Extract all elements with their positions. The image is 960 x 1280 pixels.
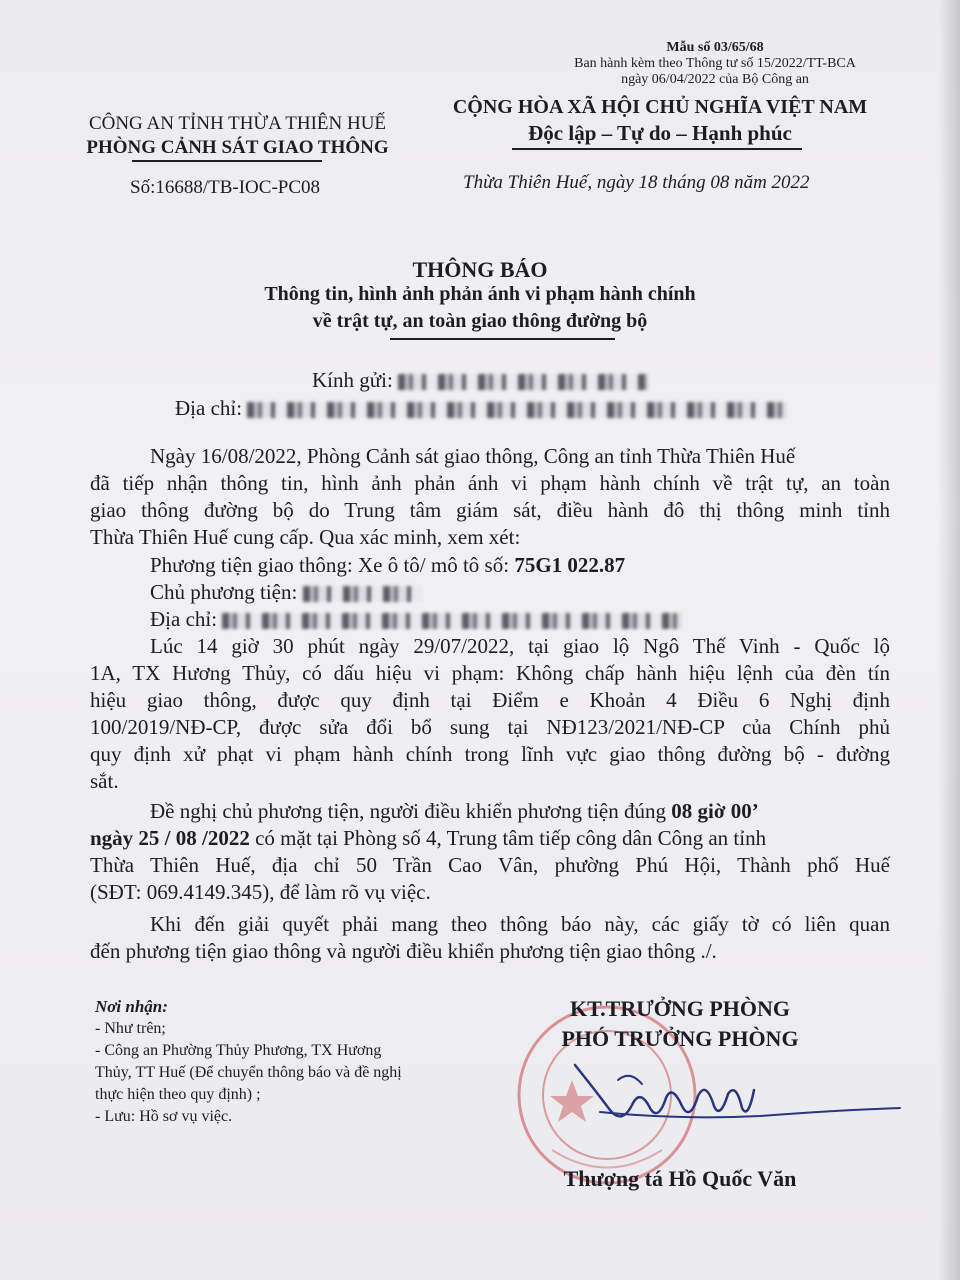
recipient-item: - Như trên; (95, 1020, 166, 1037)
signature-heading (520, 994, 840, 1054)
para1-line2: đã tiếp nhận thông tin, hình ảnh phản ánh vi phạm hành chính về trật tự, an toàn (90, 471, 890, 495)
issuer-department: PHÒNG CẢNH SÁT GIAO THÔNG (86, 137, 389, 158)
kinh-gui-row (312, 366, 648, 394)
para2-line5: quy định xử phạt vi phạm hành chính trong lĩnh vực giao thông đường bộ - đường (90, 742, 890, 766)
redacted-recipient-name (398, 374, 648, 390)
para2-line4: 100/2019/NĐ-CP, được sửa đổi bổ sung tại NĐ123/2021/NĐ-CP của Chính phủ (90, 715, 890, 739)
form-issuance: Ban hành kèm theo Thông tư số 15/2022/TT-BCA (574, 56, 856, 71)
para1-line1: Ngày 16/08/2022, Phòng Cảnh sát giao thông, Công an tỉnh Thừa Thiên Huế (150, 444, 796, 468)
appointment-date: ngày 25 / 08 /2022 (90, 826, 250, 850)
document-date: Thừa Thiên Huế, ngày 18 tháng 08 năm 2022 (463, 172, 810, 193)
kinh-gui-label: Kính gửi: (312, 368, 393, 392)
recipient-item: - Lưu: Hồ sơ vụ việc. (95, 1108, 233, 1125)
country-name: CỘNG HÒA XÃ HỘI CHỦ NGHĨA VIỆT NAM (452, 96, 868, 118)
form-number: Mẫu số 03/65/68 (666, 40, 764, 55)
owner-address-row (150, 605, 950, 633)
issuer-agency: CÔNG AN TỈNH THỪA THIÊN HUẾ (88, 113, 387, 134)
para1-line4: Thừa Thiên Huế cung cấp. Qua xác minh, xem xét: (90, 525, 521, 549)
signer-name: Thượng tá Hồ Quốc Văn (563, 1166, 797, 1191)
title-underline (390, 338, 615, 340)
owner-label: Chủ phương tiện: (150, 580, 298, 604)
document-title: THÔNG BÁO (412, 257, 548, 282)
page-edge-shadow (938, 0, 960, 1280)
signature-title-1: KT.TRƯỞNG PHÒNG (570, 996, 790, 1021)
recipients-heading: Nơi nhận: (95, 997, 168, 1016)
issuer-underline (132, 160, 322, 162)
recipients-block (95, 996, 402, 1128)
form-issuance-date: ngày 06/04/2022 của Bộ Công an (621, 72, 809, 87)
appointment-time: 08 giờ 00’ (671, 799, 759, 823)
issuer-header (60, 112, 415, 160)
para3-line2 (90, 824, 890, 852)
para4-line1: Khi đến giải quyết phải mang theo thông báo này, các giấy tờ có liên quan (150, 912, 890, 936)
national-header (420, 94, 900, 146)
form-note (540, 40, 890, 88)
para3-line1-text: Đề nghị chủ phương tiện, người điều khiển phương tiện đúng (150, 799, 672, 823)
redacted-owner-address (222, 613, 682, 629)
document-number: Số:16688/TB-IOC-PC08 (130, 177, 321, 198)
para2-line6: sắt. (90, 769, 119, 793)
para3-line4: (SĐT: 069.4149.345), để làm rõ vụ việc. (90, 880, 431, 904)
para1-line3: giao thông đường bộ do Trung tâm giám sát, điều hành đô thị thông minh tỉnh (90, 498, 890, 522)
vehicle-row (150, 551, 950, 579)
national-slogan: Độc lập – Tự do – Hạnh phúc (528, 121, 792, 145)
para4-line2: đến phương tiện giao thông và người điều khiển phương tiện giao thông ./. (90, 939, 717, 963)
para3-line3: Thừa Thiên Huế, địa chỉ 50 Trần Cao Vân, phường Phú Hội, Thành phố Huế (90, 853, 890, 877)
signature-title-2: PHÓ TRƯỞNG PHÒNG (561, 1026, 799, 1051)
vehicle-label: Phương tiện giao thông: Xe ô tô/ mô tô số: (150, 553, 510, 577)
handwritten-signature (560, 1050, 920, 1140)
para3-line2-text: có mặt tại Phòng số 4, Trung tâm tiếp công dân Công an tỉnh (249, 826, 767, 850)
para3-line1 (150, 797, 890, 825)
owner-address-label: Địa chỉ: (150, 607, 218, 631)
recipient-item: thực hiện theo quy định) ; (95, 1086, 261, 1103)
dia-chi-label: Địa chỉ: (175, 396, 243, 420)
para2-line3: hiệu giao thông, được quy định tại Điểm e Khoản 4 Điều 6 Nghị định (90, 688, 890, 712)
owner-row (150, 578, 950, 606)
redacted-owner-name (303, 586, 423, 602)
document-subtitle-2: về trật tự, an toàn giao thông đường bộ (312, 310, 648, 332)
dia-chi-row (175, 394, 787, 422)
recipient-item: Thủy, TT Huế (Để chuyển thông báo và đề nghị (95, 1064, 402, 1081)
vehicle-plate: 75G1 022.87 (514, 553, 626, 577)
para2-line1: Lúc 14 giờ 30 phút ngày 29/07/2022, tại giao lộ Ngô Thế Vinh - Quốc lộ (150, 634, 890, 658)
document-subtitle-1: Thông tin, hình ảnh phản ánh vi phạm hành chính (264, 283, 696, 305)
recipient-item: - Công an Phường Thủy Phương, TX Hương (95, 1042, 382, 1059)
redacted-recipient-address (247, 402, 787, 418)
slogan-underline (512, 148, 802, 150)
para2-line2: 1A, TX Hương Thủy, có dấu hiệu vi phạm: Không chấp hành hiệu lệnh của đèn tín (90, 661, 890, 685)
